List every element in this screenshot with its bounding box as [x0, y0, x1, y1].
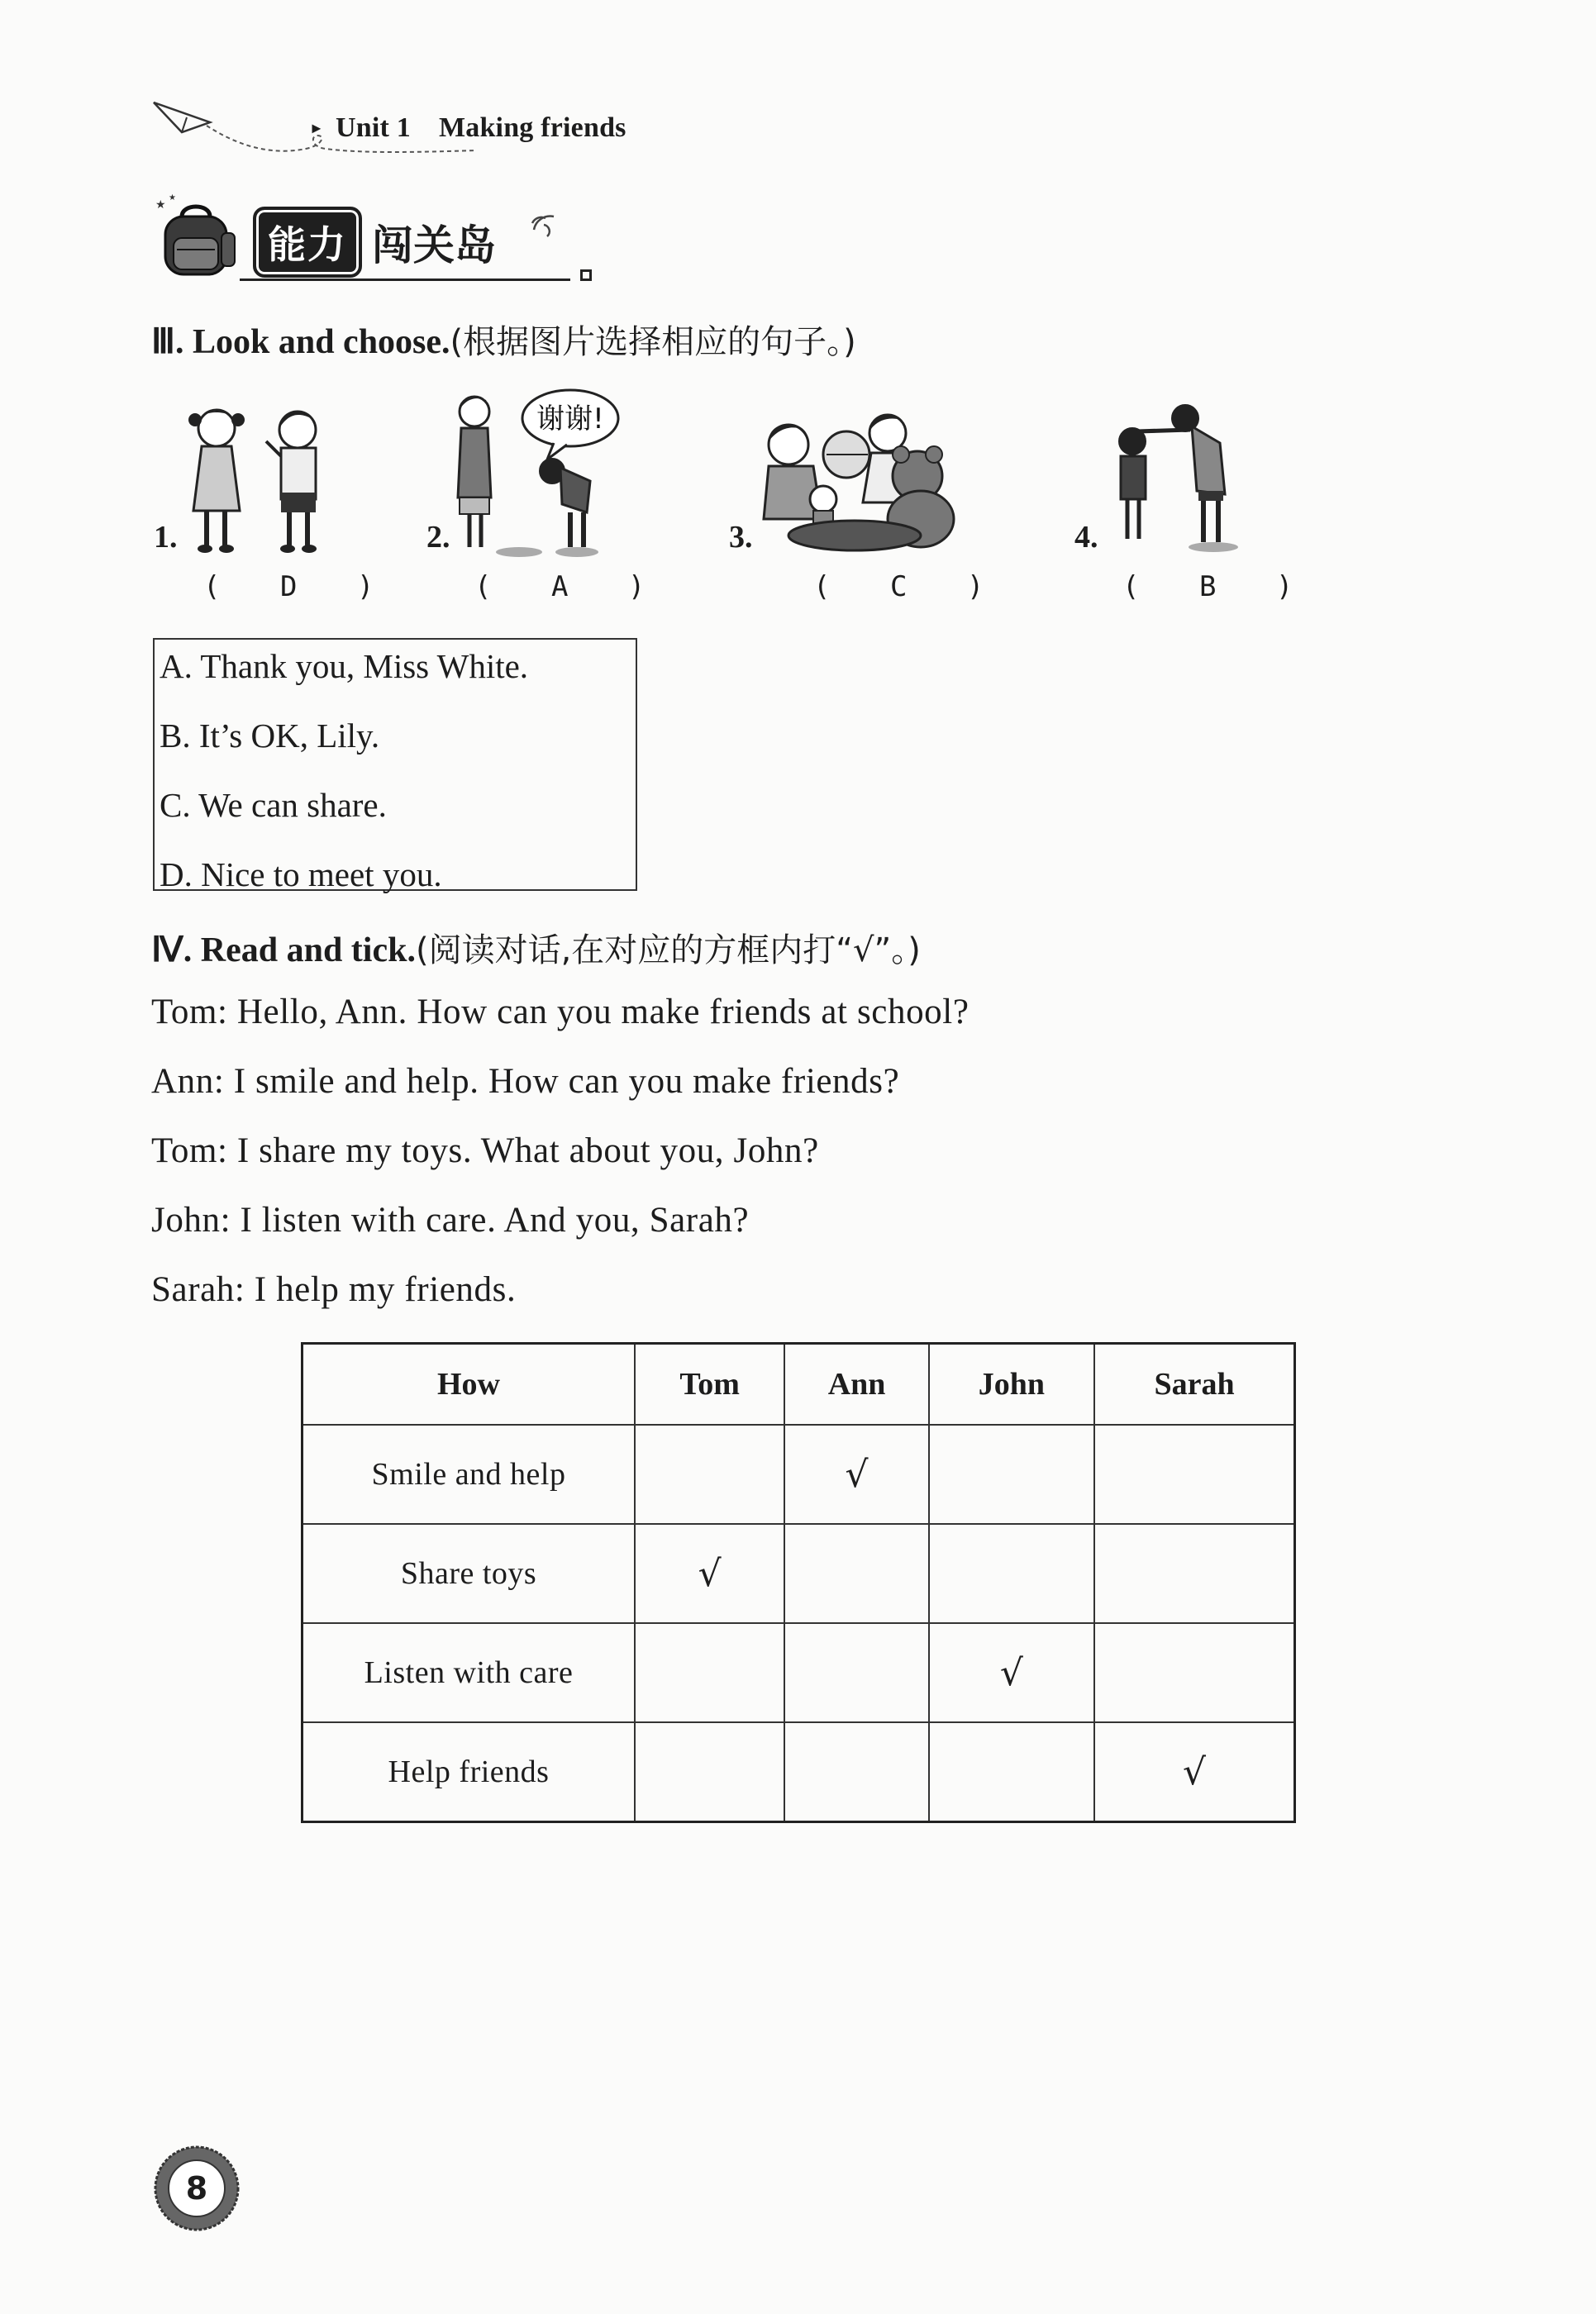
row-label: Share toys: [303, 1524, 636, 1623]
item-number: 2.: [426, 520, 450, 555]
tick-cell[interactable]: [1094, 1623, 1294, 1722]
tick-cell[interactable]: [929, 1524, 1094, 1623]
table-header-row: [303, 1344, 1295, 1426]
section-title-text: 闯关岛: [372, 221, 496, 269]
answer-blank[interactable]: ( B ): [1122, 570, 1315, 603]
item-number: 4.: [1074, 520, 1098, 555]
svg-text:★: ★: [169, 193, 176, 202]
unit-topic: Making friends: [438, 112, 626, 143]
row-label: Help friends: [303, 1722, 636, 1822]
answer-blank[interactable]: ( D ): [203, 570, 396, 603]
section-underline: [240, 279, 570, 281]
part4-heading: [151, 924, 921, 971]
table-header: Tom: [635, 1344, 784, 1426]
item-number: 3.: [729, 520, 753, 555]
table-row: [303, 1524, 1295, 1623]
tick-table: [301, 1342, 1296, 1823]
answer-blank[interactable]: ( A ): [474, 570, 667, 603]
backpack-icon: [152, 192, 243, 283]
tick-cell[interactable]: √: [784, 1425, 929, 1524]
dialogue-line: John: I listen with care. And you, Sarah?: [151, 1201, 750, 1240]
section-corner-mark: [580, 269, 592, 281]
page-number: 8: [185, 2170, 208, 2207]
speech-bubble-text: 谢谢!: [536, 402, 604, 436]
table-header: John: [929, 1344, 1094, 1426]
tick-cell[interactable]: [784, 1722, 929, 1822]
tick-cell[interactable]: [635, 1722, 784, 1822]
table-row: [303, 1425, 1295, 1524]
dialogue-line: Tom: Hello, Ann. How can you make friends at school?: [151, 993, 970, 1031]
tick-cell[interactable]: [1094, 1425, 1294, 1524]
option-b: B. It’s OK, Lily.: [160, 717, 380, 755]
picture-children-greeting: [174, 395, 380, 569]
option-c: C. We can share.: [160, 786, 387, 824]
row-label: Smile and help: [303, 1425, 636, 1524]
tick-cell[interactable]: √: [635, 1524, 784, 1623]
tick-cell[interactable]: √: [1094, 1722, 1294, 1822]
dialogue-line: Tom: I share my toys. What about you, John?: [151, 1131, 819, 1170]
tick-cell[interactable]: [635, 1425, 784, 1524]
tick-cell[interactable]: [635, 1623, 784, 1722]
part3-heading-cn: (根据图片选择相应的句子。): [450, 323, 856, 361]
triangle-icon: ►: [309, 120, 325, 136]
picture-thank-teacher: [438, 388, 645, 562]
part4-heading-cn: (阅读对话,在对应的方框内打“√”。): [415, 931, 921, 969]
option-a: A. Thank you, Miss White.: [160, 647, 529, 685]
part4-heading-en: Ⅳ. Read and tick.: [151, 931, 416, 969]
tick-cell[interactable]: √: [929, 1623, 1094, 1722]
options-box: [153, 638, 637, 891]
dialogue-line: Ann: I smile and help. How can you make friends?: [151, 1062, 900, 1101]
tick-cell[interactable]: [929, 1425, 1094, 1524]
part3-heading: [151, 316, 856, 363]
option-d: D. Nice to meet you.: [160, 855, 442, 893]
tick-cell[interactable]: [784, 1623, 929, 1722]
table-row: [303, 1722, 1295, 1822]
section-title: [253, 213, 496, 271]
table-header: Sarah: [1094, 1344, 1294, 1426]
section-badge: 能力: [253, 207, 362, 278]
table-header: Ann: [784, 1344, 929, 1426]
item-number: 1.: [154, 520, 178, 555]
answer-blank[interactable]: ( C ): [813, 570, 1006, 603]
unit-label: Unit 1: [336, 112, 411, 143]
tick-cell[interactable]: [784, 1524, 929, 1623]
tick-cell[interactable]: [1094, 1524, 1294, 1623]
row-label: Listen with care: [303, 1623, 636, 1722]
part3-heading-en: Ⅲ. Look and choose.: [151, 323, 450, 361]
svg-text:★: ★: [155, 198, 166, 212]
picture-comforting-child: [1099, 393, 1306, 567]
picture-sharing-toys: [755, 395, 962, 569]
dialogue-line: Sarah: I help my friends.: [151, 1270, 517, 1309]
unit-header: [309, 112, 626, 144]
tick-cell[interactable]: [929, 1722, 1094, 1822]
table-header: How: [303, 1344, 636, 1426]
table-row: [303, 1623, 1295, 1722]
signal-wave-icon: [529, 213, 565, 243]
